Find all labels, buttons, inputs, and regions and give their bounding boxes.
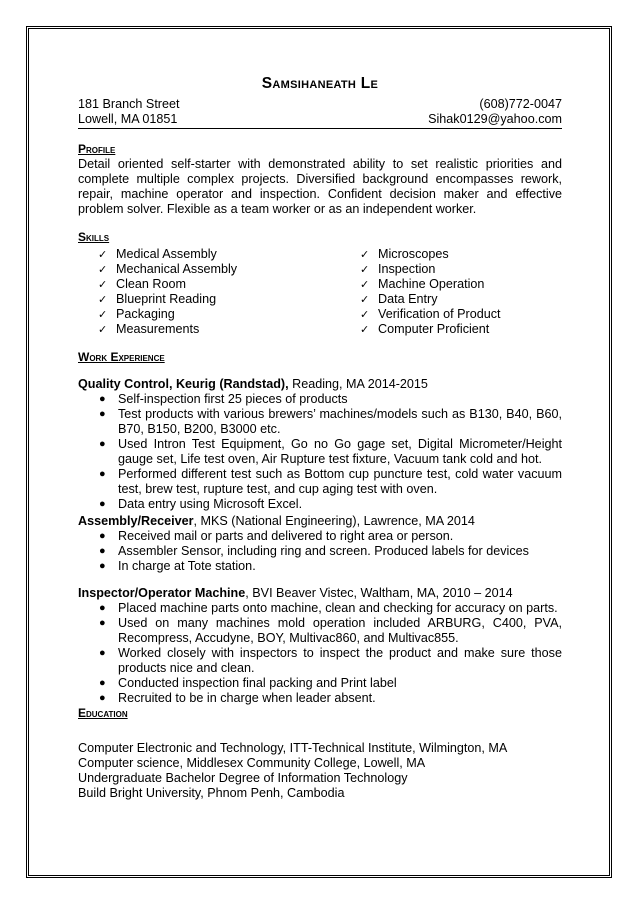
skill-item: ✓ Inspection: [360, 262, 436, 276]
list-item: ● Received mail or parts and delivered to right area or person.: [99, 529, 454, 543]
bullet-icon: ●: [99, 468, 106, 480]
list-item: ● Test products with various brewers’ machines/models such as B130, B40, B60, B70, B150, B200, B3000 etc.: [99, 407, 562, 436]
skill-item: ✓ Microscopes: [360, 247, 449, 261]
education-list: [78, 741, 562, 801]
bullet-icon: ●: [99, 530, 106, 542]
bullet-icon: ●: [99, 617, 106, 629]
job-title-2: Assembly/Receiver, MKS (National Engineering), Lawrence, MA 2014: [78, 514, 475, 528]
list-item: ● In charge at Tote station.: [99, 559, 256, 573]
skill-item: ✓ Measurements: [98, 322, 200, 336]
job-title-3: Inspector/Operator Machine, BVI Beaver Vistec, Waltham, MA, 2010 – 2014: [78, 586, 513, 600]
bullet-icon: ●: [99, 677, 106, 689]
skill-item: ✓ Computer Proficient: [360, 322, 490, 336]
skill-item: ✓ Machine Operation: [360, 277, 485, 291]
checkmark-icon: ✓: [98, 263, 108, 276]
skill-item: ✓ Clean Room: [98, 277, 186, 291]
bullet-icon: ●: [99, 393, 106, 405]
checkmark-icon: ✓: [360, 293, 370, 306]
profile-text: Detail oriented self-starter with demonstrated ability to set realistic priorities and complete multiple complex projects. Diversified background encompasses rework, repair, machine operator and inspection. Confident decision maker and effective problem solver. Flexible as a team worker or as an independent worker.: [78, 157, 562, 216]
list-item: ● Used on many machines mold operation included ARBURG, C400, PVA, Recompress, Accudyne, BOY, Multivac860, and Multivac855.: [99, 616, 562, 645]
checkmark-icon: ✓: [98, 278, 108, 291]
list-item: ● Assembler Sensor, including ring and screen. Produced labels for devices: [99, 544, 529, 558]
skills-heading: Skills: [78, 230, 110, 244]
list-item: ● Worked closely with inspectors to inspect the product and make sure those products nice and clean.: [99, 646, 562, 675]
bullet-icon: ●: [99, 692, 106, 704]
contact-row-2: [78, 112, 562, 129]
job-title-1: Quality Control, Keurig (Randstad), Reading, MA 2014-2015: [78, 377, 428, 391]
list-item: ● Performed different test such as Bottom cup puncture test, cold water vacuum test, brew test, rupture test, and cup aging test with oven.: [99, 467, 562, 496]
skills-list: [78, 247, 562, 337]
list-item: ● Conducted inspection final packing and Print label: [99, 676, 397, 690]
checkmark-icon: ✓: [360, 263, 370, 276]
list-item: ● Self-inspection first 25 pieces of products: [99, 392, 348, 406]
contact-row-1: [78, 97, 562, 112]
list-item: ● Data entry using Microsoft Excel.: [99, 497, 303, 511]
skill-item: ✓ Packaging: [98, 307, 175, 321]
skill-item: ✓ Medical Assembly: [98, 247, 217, 261]
education-item: Computer Electronic and Technology, ITT-Technical Institute, Wilmington, MA: [78, 741, 508, 755]
profile-heading: Profile: [78, 142, 116, 156]
education-item: Build Bright University, Phnom Penh, Cambodia: [78, 786, 345, 800]
address-line-2: Lowell, MA 01851: [78, 112, 178, 126]
work-experience-heading: Work Experience: [78, 350, 165, 364]
bullet-icon: ●: [99, 498, 106, 510]
email-address: Sihak0129@yahoo.com: [428, 112, 562, 126]
skills-column-left: [98, 247, 360, 337]
list-item: ● Recruited to be in charge when leader absent.: [99, 691, 376, 705]
checkmark-icon: ✓: [360, 278, 370, 291]
education-item: Undergraduate Bachelor Degree of Information Technology: [78, 771, 408, 785]
address-line-1: 181 Branch Street: [78, 97, 180, 111]
checkmark-icon: ✓: [98, 323, 108, 336]
education-heading: Education: [78, 706, 128, 720]
bullet-icon: ●: [99, 560, 106, 572]
checkmark-icon: ✓: [360, 248, 370, 261]
skill-item: ✓ Mechanical Assembly: [98, 262, 238, 276]
resume-document: [78, 76, 562, 801]
checkmark-icon: ✓: [360, 308, 370, 321]
skills-column-right: [360, 247, 501, 337]
bullet-icon: ●: [99, 647, 106, 659]
job-1-duties: [78, 392, 562, 512]
phone-number: (608)772-0047: [479, 97, 562, 111]
checkmark-icon: ✓: [360, 323, 370, 336]
skill-item: ✓ Data Entry: [360, 292, 438, 306]
job-3-duties: [78, 601, 562, 706]
checkmark-icon: ✓: [98, 293, 108, 306]
job-2-duties: [78, 529, 562, 574]
bullet-icon: ●: [99, 408, 106, 420]
bullet-icon: ●: [99, 438, 106, 450]
checkmark-icon: ✓: [98, 248, 108, 261]
candidate-name: Samsihaneath Le: [261, 75, 379, 92]
skill-item: ✓ Blueprint Reading: [98, 292, 217, 306]
list-item: ● Placed machine parts onto machine, clean and checking for accuracy on parts.: [99, 601, 558, 615]
skill-item: ✓ Verification of Product: [360, 307, 501, 321]
bullet-icon: ●: [99, 545, 106, 557]
education-item: Computer science, Middlesex Community College, Lowell, MA: [78, 756, 426, 770]
list-item: ● Used Intron Test Equipment, Go no Go gage set, Digital Micrometer/Height gauge set, Life test oven, Air Rupture test fixture, Vacuum tank cold and hot.: [99, 437, 562, 466]
checkmark-icon: ✓: [98, 308, 108, 321]
bullet-icon: ●: [99, 602, 106, 614]
